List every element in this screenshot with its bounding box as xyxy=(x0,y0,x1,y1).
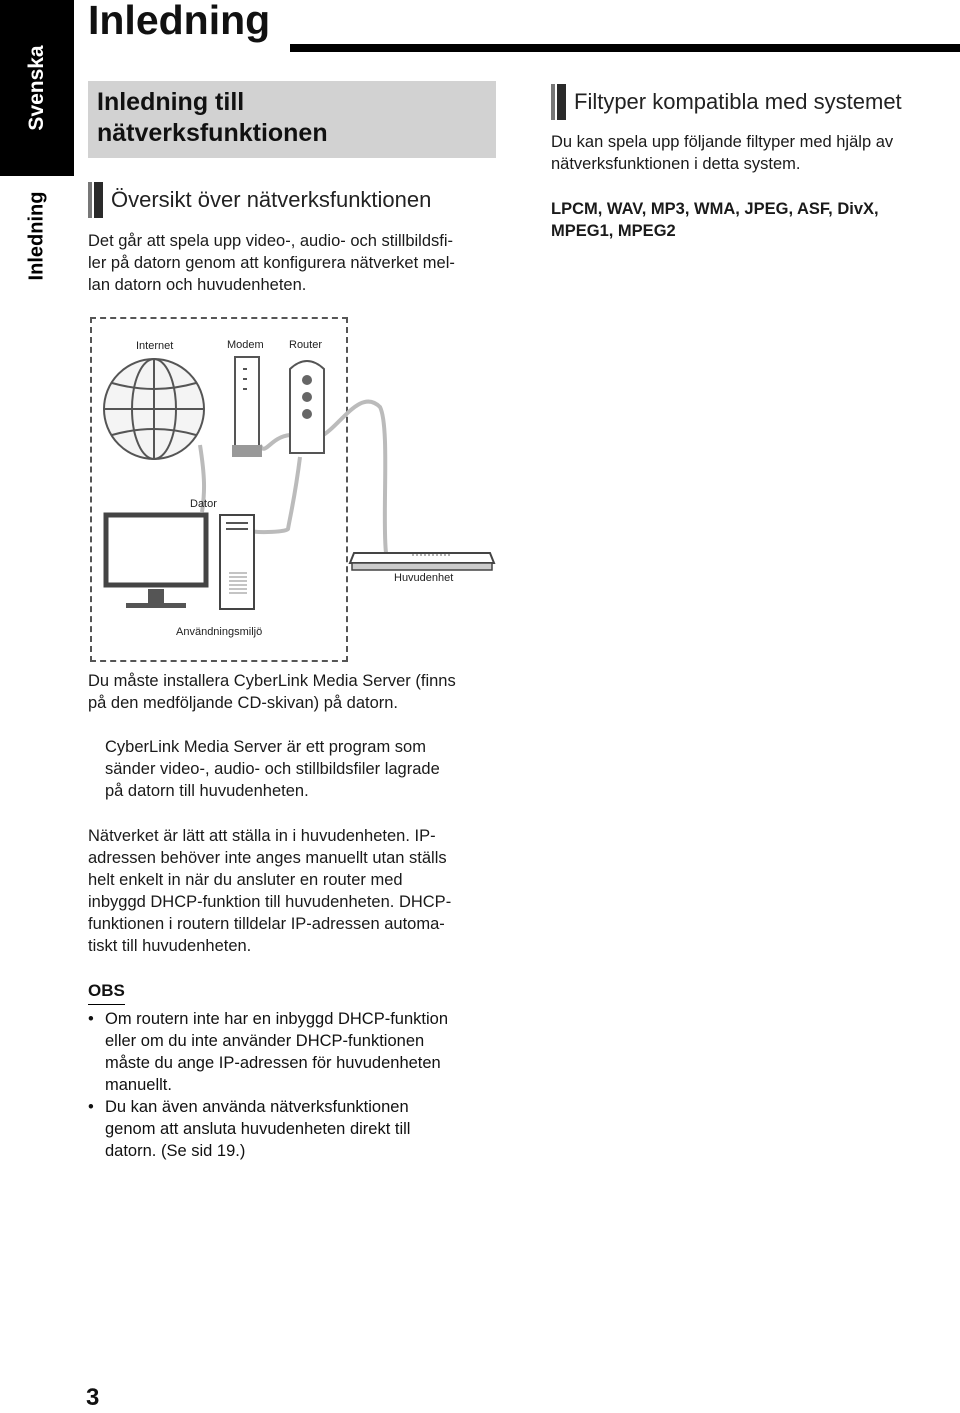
overview-heading-text: Översikt över nätverksfunktionen xyxy=(111,187,432,212)
note-item xyxy=(88,1008,448,1096)
main-unit-icon xyxy=(350,553,494,570)
network-line-6: tiskt till huvudenheten. xyxy=(88,937,252,955)
install-line-2: på den medföljande CD-skivan) på datorn. xyxy=(88,694,399,712)
network-line-4: inbyggd DHCP-funktion till huvudenheten. DHCP- xyxy=(88,893,452,911)
environment-label: Användningsmiljö xyxy=(176,626,263,638)
cyberlink-description xyxy=(105,736,440,802)
section-tab-label: Inledning xyxy=(25,191,48,281)
section-tab xyxy=(0,176,74,296)
note-2-line-1: Du kan även använda nätverksfunktionen xyxy=(105,1098,409,1116)
filetypes-line-1: Du kan spela upp följande filtyper med hjälp av xyxy=(551,133,894,151)
note-item xyxy=(88,1096,448,1162)
network-paragraph xyxy=(88,825,451,957)
pc-tower-icon xyxy=(220,515,254,609)
formats-line-2: MPEG1, MPEG2 xyxy=(551,222,676,240)
network-diagram-graphics xyxy=(90,317,510,662)
cyberlink-line-3: på datorn till huvudenheten. xyxy=(105,782,309,800)
install-line-1: Du måste installera CyberLink Media Server (finns xyxy=(88,672,456,690)
note-2-line-2: genom att ansluta huvudenheten direkt till xyxy=(105,1120,411,1138)
filetypes-line-2: nätverksfunktionen i detta system. xyxy=(551,155,801,173)
page-number: 3 xyxy=(86,1384,100,1411)
overview-line-3: lan datorn och huvudenheten. xyxy=(88,276,307,294)
cyberlink-line-2: sänder video-, audio- och stillbildsfiler lagrade xyxy=(105,760,440,778)
heading-bars-icon xyxy=(88,182,103,218)
modem-icon xyxy=(232,357,262,457)
note-1-line-4: manuellt. xyxy=(105,1076,172,1094)
monitor-icon xyxy=(106,515,206,608)
page-title: Inledning xyxy=(88,0,271,43)
overview-text xyxy=(88,230,455,296)
globe-icon xyxy=(104,359,204,459)
install-note xyxy=(88,670,456,714)
router-to-pc-cable xyxy=(250,457,300,532)
formats-line-1: LPCM, WAV, MP3, WMA, JPEG, ASF, DivX, xyxy=(551,200,879,218)
overview-line-2: ler på datorn genom att konfigurera nätverket mel- xyxy=(88,254,455,272)
internet-label: Internet xyxy=(136,340,174,352)
router-icon xyxy=(290,361,324,453)
network-line-2: adressen behöver inte anges manuellt utan ställs xyxy=(88,849,447,867)
main-unit-label: Huvudenhet xyxy=(394,572,454,584)
note-2-line-3: datorn. (Se sid 19.) xyxy=(105,1142,246,1160)
modem-label: Modem xyxy=(227,339,264,351)
note-1-line-2: eller om du inte använder DHCP-funktionen xyxy=(105,1032,425,1050)
section-heading-line-1: Inledning till xyxy=(97,88,245,116)
network-line-5: funktionen i routern tilldelar IP-adressen automa- xyxy=(88,915,445,933)
section-heading-line-2: nätverksfunktionen xyxy=(97,119,328,147)
obs-label: OBS xyxy=(88,980,125,1005)
section-heading xyxy=(97,87,328,149)
router-label: Router xyxy=(289,339,323,351)
overview-line-1: Det går att spela upp video-, audio- och stillbildsfi- xyxy=(88,232,454,250)
network-line-3: helt enkelt in när du ansluter en router med xyxy=(88,871,403,889)
filetypes-heading xyxy=(551,84,902,120)
filetypes-formats xyxy=(551,198,879,242)
cyberlink-line-1: CyberLink Media Server är ett program som xyxy=(105,738,426,756)
section-heading-box xyxy=(88,81,496,158)
title-rule xyxy=(290,44,960,52)
overview-heading xyxy=(88,182,431,218)
language-tab xyxy=(0,0,74,176)
pc-label: Dator xyxy=(190,498,217,510)
network-line-1: Nätverket är lätt att ställa in i huvudenheten. IP- xyxy=(88,827,436,845)
language-tab-label: Svenska xyxy=(25,45,48,131)
note-1-line-1: Om routern inte har en inbyggd DHCP-funktion xyxy=(105,1010,449,1028)
heading-bars-icon xyxy=(551,84,566,120)
note-1-line-3: måste du ange IP-adressen för huvudenheten xyxy=(105,1054,441,1072)
filetypes-text xyxy=(551,131,893,175)
notes-list xyxy=(88,1008,448,1162)
filetypes-heading-text: Filtyper kompatibla med systemet xyxy=(574,89,902,114)
